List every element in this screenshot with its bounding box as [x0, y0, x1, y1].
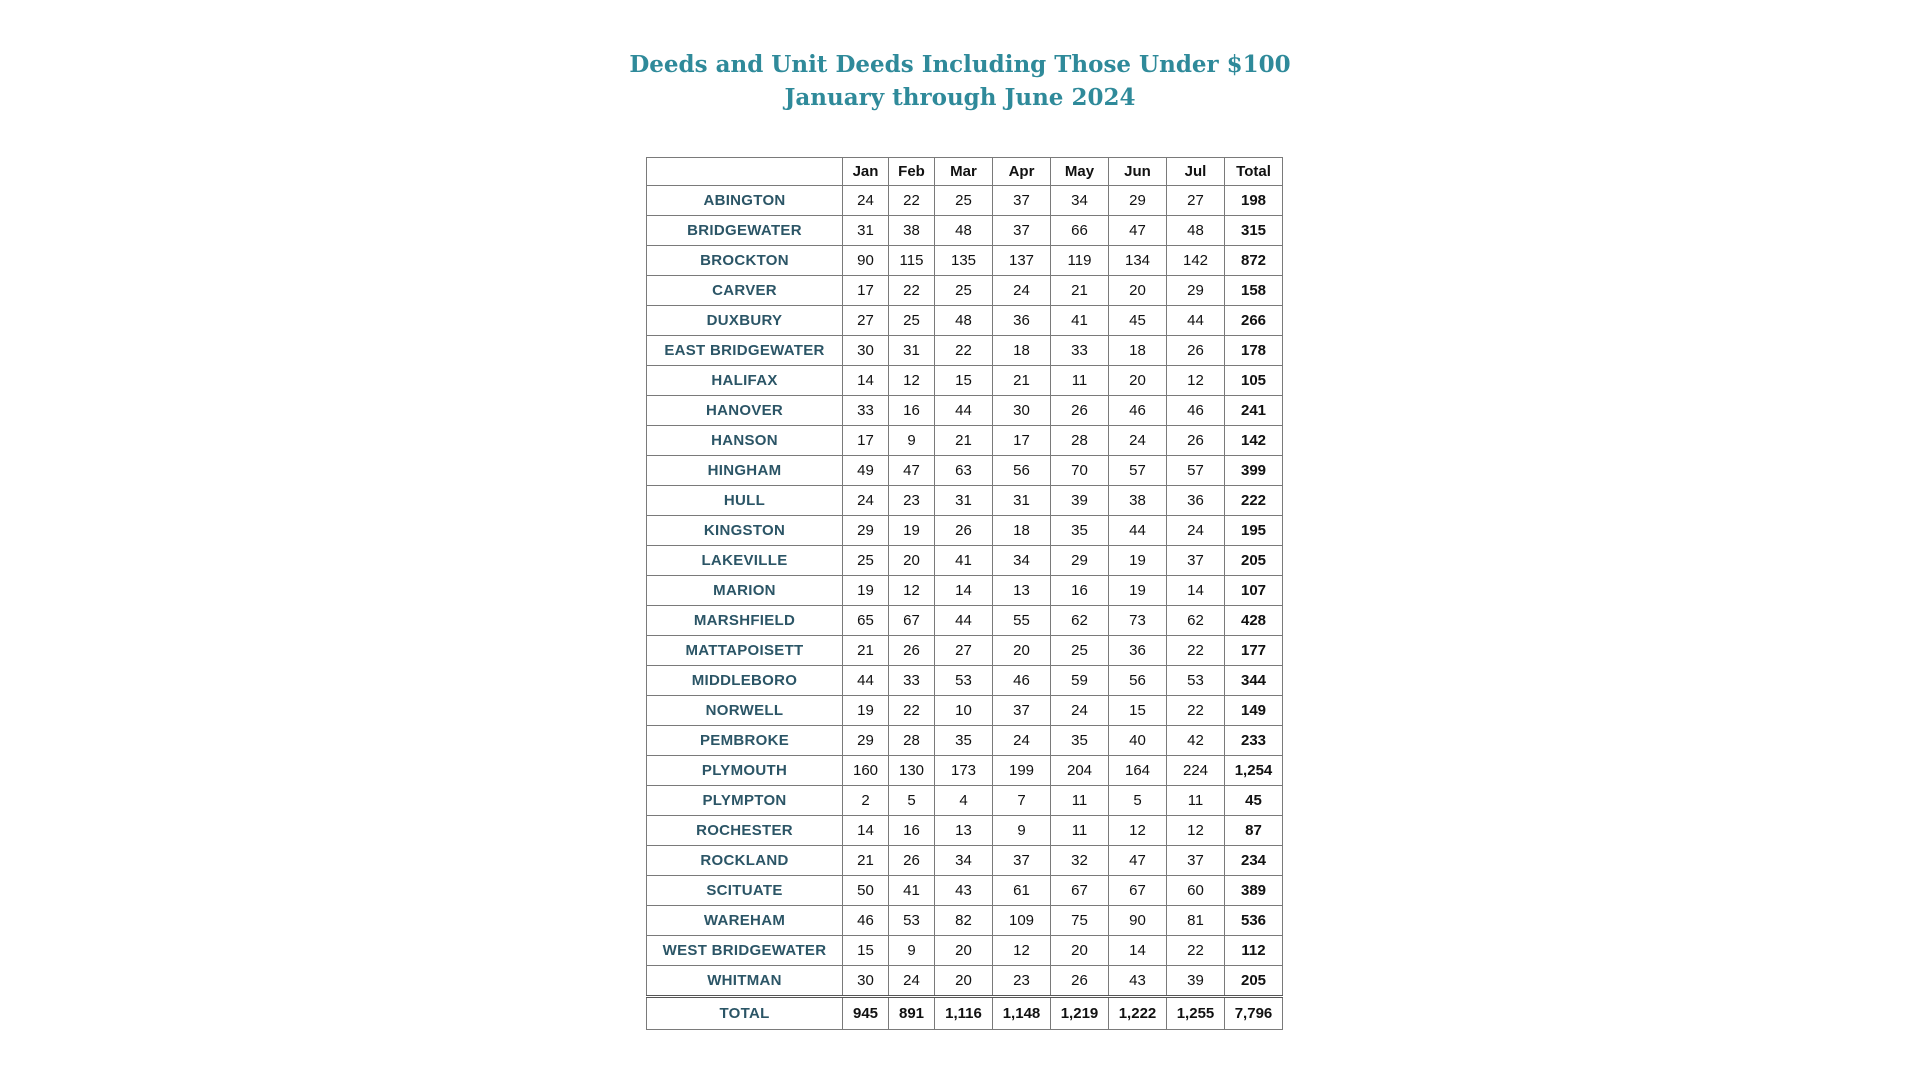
town-name-cell: WEST BRIDGEWATER: [647, 936, 843, 966]
month-value-cell: 59: [1051, 666, 1109, 696]
month-value-cell: 130: [889, 756, 935, 786]
month-value-cell: 27: [935, 636, 993, 666]
table-row: [647, 726, 1283, 756]
month-value-cell: 11: [1167, 786, 1225, 816]
month-value-cell: 60: [1167, 876, 1225, 906]
town-name-cell: EAST BRIDGEWATER: [647, 336, 843, 366]
title-line-2: January through June 2024: [784, 84, 1136, 111]
row-total-cell: 428: [1225, 606, 1283, 636]
table-row: [647, 186, 1283, 216]
month-value-cell: 160: [843, 756, 889, 786]
row-total-cell: 315: [1225, 216, 1283, 246]
town-name-cell: MARSHFIELD: [647, 606, 843, 636]
month-value-cell: 37: [1167, 546, 1225, 576]
month-value-cell: 21: [935, 426, 993, 456]
month-value-cell: 10: [935, 696, 993, 726]
month-value-cell: 20: [1051, 936, 1109, 966]
month-value-cell: 63: [935, 456, 993, 486]
table-row: [647, 216, 1283, 246]
month-value-cell: 137: [993, 246, 1051, 276]
table-row: [647, 366, 1283, 396]
month-value-cell: 5: [889, 786, 935, 816]
table-row: [647, 456, 1283, 486]
month-value-cell: 65: [843, 606, 889, 636]
month-value-cell: 50: [843, 876, 889, 906]
month-value-cell: 17: [843, 426, 889, 456]
town-name-cell: PEMBROKE: [647, 726, 843, 756]
month-value-cell: 9: [889, 936, 935, 966]
month-value-cell: 31: [935, 486, 993, 516]
month-value-cell: 9: [993, 816, 1051, 846]
month-value-cell: 26: [935, 516, 993, 546]
month-value-cell: 48: [935, 216, 993, 246]
table-row: [647, 696, 1283, 726]
month-value-cell: 173: [935, 756, 993, 786]
month-value-cell: 4: [935, 786, 993, 816]
table-row: [647, 246, 1283, 276]
month-value-cell: 30: [843, 966, 889, 997]
month-value-cell: 29: [1051, 546, 1109, 576]
town-name-cell: ABINGTON: [647, 186, 843, 216]
table-row: [647, 756, 1283, 786]
month-value-cell: 42: [1167, 726, 1225, 756]
table-row: [647, 666, 1283, 696]
month-value-cell: 204: [1051, 756, 1109, 786]
header-cell-may: May: [1051, 158, 1109, 186]
month-value-cell: 31: [993, 486, 1051, 516]
town-name-cell: HANSON: [647, 426, 843, 456]
month-value-cell: 19: [889, 516, 935, 546]
month-value-cell: 22: [889, 276, 935, 306]
month-value-cell: 20: [935, 936, 993, 966]
title-line-1: Deeds and Unit Deeds Including Those Under $100: [629, 51, 1291, 78]
month-value-cell: 24: [843, 186, 889, 216]
month-value-cell: 199: [993, 756, 1051, 786]
total-row: [647, 997, 1283, 1030]
month-value-cell: 41: [935, 546, 993, 576]
month-value-cell: 119: [1051, 246, 1109, 276]
month-value-cell: 28: [1051, 426, 1109, 456]
month-value-cell: 11: [1051, 786, 1109, 816]
month-value-cell: 5: [1109, 786, 1167, 816]
column-total-cell: 945: [843, 997, 889, 1030]
month-value-cell: 12: [889, 576, 935, 606]
month-value-cell: 47: [1109, 216, 1167, 246]
town-name-cell: WAREHAM: [647, 906, 843, 936]
row-total-cell: 389: [1225, 876, 1283, 906]
month-value-cell: 25: [935, 276, 993, 306]
month-value-cell: 26: [1167, 426, 1225, 456]
town-name-cell: ROCHESTER: [647, 816, 843, 846]
month-value-cell: 20: [993, 636, 1051, 666]
month-value-cell: 24: [889, 966, 935, 997]
month-value-cell: 81: [1167, 906, 1225, 936]
row-total-cell: 142: [1225, 426, 1283, 456]
month-value-cell: 34: [993, 546, 1051, 576]
town-name-cell: SCITUATE: [647, 876, 843, 906]
month-value-cell: 22: [935, 336, 993, 366]
table-header-row: [647, 158, 1283, 186]
row-total-cell: 158: [1225, 276, 1283, 306]
month-value-cell: 55: [993, 606, 1051, 636]
row-total-cell: 107: [1225, 576, 1283, 606]
month-value-cell: 20: [1109, 276, 1167, 306]
town-name-cell: MATTAPOISETT: [647, 636, 843, 666]
row-total-cell: 178: [1225, 336, 1283, 366]
month-value-cell: 37: [993, 186, 1051, 216]
month-value-cell: 22: [1167, 936, 1225, 966]
month-value-cell: 22: [889, 696, 935, 726]
town-name-cell: BRIDGEWATER: [647, 216, 843, 246]
document-title: [0, 48, 1920, 114]
month-value-cell: 19: [1109, 546, 1167, 576]
month-value-cell: 142: [1167, 246, 1225, 276]
month-value-cell: 25: [843, 546, 889, 576]
month-value-cell: 16: [889, 816, 935, 846]
town-name-cell: DUXBURY: [647, 306, 843, 336]
month-value-cell: 12: [1167, 816, 1225, 846]
total-label-cell: TOTAL: [647, 997, 843, 1030]
town-name-cell: ROCKLAND: [647, 846, 843, 876]
month-value-cell: 24: [1167, 516, 1225, 546]
month-value-cell: 44: [1167, 306, 1225, 336]
town-name-cell: PLYMOUTH: [647, 756, 843, 786]
month-value-cell: 29: [1167, 276, 1225, 306]
month-value-cell: 29: [1109, 186, 1167, 216]
month-value-cell: 36: [1109, 636, 1167, 666]
month-value-cell: 21: [843, 846, 889, 876]
month-value-cell: 44: [843, 666, 889, 696]
month-value-cell: 15: [935, 366, 993, 396]
month-value-cell: 56: [993, 456, 1051, 486]
table-row: [647, 876, 1283, 906]
month-value-cell: 70: [1051, 456, 1109, 486]
month-value-cell: 35: [935, 726, 993, 756]
month-value-cell: 16: [889, 396, 935, 426]
month-value-cell: 53: [935, 666, 993, 696]
month-value-cell: 11: [1051, 366, 1109, 396]
town-name-cell: BROCKTON: [647, 246, 843, 276]
month-value-cell: 90: [1109, 906, 1167, 936]
month-value-cell: 19: [843, 576, 889, 606]
row-total-cell: 105: [1225, 366, 1283, 396]
town-name-cell: CARVER: [647, 276, 843, 306]
month-value-cell: 36: [1167, 486, 1225, 516]
header-cell-total: Total: [1225, 158, 1283, 186]
town-name-cell: HALIFAX: [647, 366, 843, 396]
table-row: [647, 426, 1283, 456]
month-value-cell: 14: [1167, 576, 1225, 606]
month-value-cell: 19: [843, 696, 889, 726]
column-total-cell: 1,219: [1051, 997, 1109, 1030]
month-value-cell: 12: [889, 366, 935, 396]
month-value-cell: 82: [935, 906, 993, 936]
table-row: [647, 396, 1283, 426]
month-value-cell: 35: [1051, 516, 1109, 546]
month-value-cell: 24: [843, 486, 889, 516]
month-value-cell: 30: [993, 396, 1051, 426]
town-name-cell: KINGSTON: [647, 516, 843, 546]
month-value-cell: 48: [1167, 216, 1225, 246]
month-value-cell: 14: [935, 576, 993, 606]
row-total-cell: 149: [1225, 696, 1283, 726]
month-value-cell: 67: [889, 606, 935, 636]
table-row: [647, 276, 1283, 306]
month-value-cell: 23: [993, 966, 1051, 997]
month-value-cell: 34: [935, 846, 993, 876]
month-value-cell: 57: [1109, 456, 1167, 486]
month-value-cell: 24: [1051, 696, 1109, 726]
column-total-cell: 891: [889, 997, 935, 1030]
row-total-cell: 195: [1225, 516, 1283, 546]
month-value-cell: 44: [935, 606, 993, 636]
town-name-cell: MARION: [647, 576, 843, 606]
row-total-cell: 399: [1225, 456, 1283, 486]
table-row: [647, 516, 1283, 546]
town-name-cell: LAKEVILLE: [647, 546, 843, 576]
month-value-cell: 29: [843, 726, 889, 756]
row-total-cell: 872: [1225, 246, 1283, 276]
table-row: [647, 936, 1283, 966]
row-total-cell: 266: [1225, 306, 1283, 336]
header-cell-jan: Jan: [843, 158, 889, 186]
month-value-cell: 31: [889, 336, 935, 366]
month-value-cell: 73: [1109, 606, 1167, 636]
month-value-cell: 61: [993, 876, 1051, 906]
month-value-cell: 109: [993, 906, 1051, 936]
month-value-cell: 37: [993, 696, 1051, 726]
table-row: [647, 306, 1283, 336]
month-value-cell: 22: [889, 186, 935, 216]
table-row: [647, 636, 1283, 666]
month-value-cell: 14: [843, 366, 889, 396]
row-total-cell: 241: [1225, 396, 1283, 426]
month-value-cell: 2: [843, 786, 889, 816]
table-row: [647, 336, 1283, 366]
table-row: [647, 816, 1283, 846]
month-value-cell: 34: [1051, 186, 1109, 216]
month-value-cell: 46: [843, 906, 889, 936]
month-value-cell: 14: [843, 816, 889, 846]
month-value-cell: 25: [1051, 636, 1109, 666]
town-name-cell: HINGHAM: [647, 456, 843, 486]
month-value-cell: 21: [1051, 276, 1109, 306]
month-value-cell: 135: [935, 246, 993, 276]
month-value-cell: 45: [1109, 306, 1167, 336]
month-value-cell: 18: [1109, 336, 1167, 366]
month-value-cell: 25: [935, 186, 993, 216]
header-cell-jun: Jun: [1109, 158, 1167, 186]
month-value-cell: 12: [993, 936, 1051, 966]
month-value-cell: 33: [889, 666, 935, 696]
header-cell-town: [647, 158, 843, 186]
deeds-table-container: [646, 157, 1283, 1030]
month-value-cell: 29: [843, 516, 889, 546]
month-value-cell: 27: [1167, 186, 1225, 216]
header-cell-apr: Apr: [993, 158, 1051, 186]
month-value-cell: 12: [1167, 366, 1225, 396]
row-total-cell: 205: [1225, 966, 1283, 997]
month-value-cell: 224: [1167, 756, 1225, 786]
month-value-cell: 56: [1109, 666, 1167, 696]
month-value-cell: 67: [1051, 876, 1109, 906]
column-total-cell: 7,796: [1225, 997, 1283, 1030]
row-total-cell: 222: [1225, 486, 1283, 516]
month-value-cell: 40: [1109, 726, 1167, 756]
month-value-cell: 20: [1109, 366, 1167, 396]
month-value-cell: 46: [1167, 396, 1225, 426]
month-value-cell: 31: [843, 216, 889, 246]
month-value-cell: 11: [1051, 816, 1109, 846]
table-row: [647, 906, 1283, 936]
month-value-cell: 17: [993, 426, 1051, 456]
month-value-cell: 115: [889, 246, 935, 276]
header-cell-jul: Jul: [1167, 158, 1225, 186]
month-value-cell: 20: [935, 966, 993, 997]
month-value-cell: 23: [889, 486, 935, 516]
row-total-cell: 536: [1225, 906, 1283, 936]
table-row: [647, 966, 1283, 997]
month-value-cell: 66: [1051, 216, 1109, 246]
row-total-cell: 233: [1225, 726, 1283, 756]
month-value-cell: 26: [889, 636, 935, 666]
month-value-cell: 26: [889, 846, 935, 876]
month-value-cell: 24: [993, 276, 1051, 306]
month-value-cell: 30: [843, 336, 889, 366]
table-row: [647, 846, 1283, 876]
month-value-cell: 38: [889, 216, 935, 246]
month-value-cell: 33: [843, 396, 889, 426]
month-value-cell: 22: [1167, 636, 1225, 666]
month-value-cell: 48: [935, 306, 993, 336]
month-value-cell: 39: [1051, 486, 1109, 516]
month-value-cell: 32: [1051, 846, 1109, 876]
table-row: [647, 786, 1283, 816]
row-total-cell: 177: [1225, 636, 1283, 666]
column-total-cell: 1,255: [1167, 997, 1225, 1030]
row-total-cell: 1,254: [1225, 756, 1283, 786]
month-value-cell: 16: [1051, 576, 1109, 606]
column-total-cell: 1,222: [1109, 997, 1167, 1030]
month-value-cell: 43: [1109, 966, 1167, 997]
month-value-cell: 26: [1167, 336, 1225, 366]
town-name-cell: HULL: [647, 486, 843, 516]
table-row: [647, 546, 1283, 576]
month-value-cell: 24: [1109, 426, 1167, 456]
table-row: [647, 606, 1283, 636]
month-value-cell: 75: [1051, 906, 1109, 936]
month-value-cell: 22: [1167, 696, 1225, 726]
month-value-cell: 41: [1051, 306, 1109, 336]
month-value-cell: 62: [1167, 606, 1225, 636]
month-value-cell: 18: [993, 336, 1051, 366]
month-value-cell: 53: [889, 906, 935, 936]
header-cell-mar: Mar: [935, 158, 993, 186]
month-value-cell: 20: [889, 546, 935, 576]
month-value-cell: 13: [993, 576, 1051, 606]
month-value-cell: 57: [1167, 456, 1225, 486]
header-cell-feb: Feb: [889, 158, 935, 186]
month-value-cell: 134: [1109, 246, 1167, 276]
row-total-cell: 344: [1225, 666, 1283, 696]
month-value-cell: 53: [1167, 666, 1225, 696]
month-value-cell: 26: [1051, 966, 1109, 997]
month-value-cell: 41: [889, 876, 935, 906]
month-value-cell: 19: [1109, 576, 1167, 606]
month-value-cell: 21: [993, 366, 1051, 396]
month-value-cell: 49: [843, 456, 889, 486]
month-value-cell: 38: [1109, 486, 1167, 516]
month-value-cell: 37: [993, 216, 1051, 246]
month-value-cell: 7: [993, 786, 1051, 816]
month-value-cell: 90: [843, 246, 889, 276]
town-name-cell: PLYMPTON: [647, 786, 843, 816]
month-value-cell: 62: [1051, 606, 1109, 636]
month-value-cell: 9: [889, 426, 935, 456]
table-row: [647, 576, 1283, 606]
month-value-cell: 35: [1051, 726, 1109, 756]
month-value-cell: 46: [1109, 396, 1167, 426]
table-body: [647, 186, 1283, 1030]
table-row: [647, 486, 1283, 516]
town-name-cell: HANOVER: [647, 396, 843, 426]
month-value-cell: 43: [935, 876, 993, 906]
month-value-cell: 12: [1109, 816, 1167, 846]
month-value-cell: 17: [843, 276, 889, 306]
month-value-cell: 26: [1051, 396, 1109, 426]
month-value-cell: 36: [993, 306, 1051, 336]
row-total-cell: 198: [1225, 186, 1283, 216]
month-value-cell: 28: [889, 726, 935, 756]
month-value-cell: 13: [935, 816, 993, 846]
row-total-cell: 205: [1225, 546, 1283, 576]
month-value-cell: 44: [1109, 516, 1167, 546]
column-total-cell: 1,148: [993, 997, 1051, 1030]
month-value-cell: 15: [1109, 696, 1167, 726]
month-value-cell: 46: [993, 666, 1051, 696]
month-value-cell: 33: [1051, 336, 1109, 366]
month-value-cell: 67: [1109, 876, 1167, 906]
month-value-cell: 164: [1109, 756, 1167, 786]
month-value-cell: 14: [1109, 936, 1167, 966]
month-value-cell: 47: [1109, 846, 1167, 876]
row-total-cell: 112: [1225, 936, 1283, 966]
month-value-cell: 24: [993, 726, 1051, 756]
month-value-cell: 21: [843, 636, 889, 666]
month-value-cell: 47: [889, 456, 935, 486]
row-total-cell: 234: [1225, 846, 1283, 876]
row-total-cell: 87: [1225, 816, 1283, 846]
month-value-cell: 15: [843, 936, 889, 966]
month-value-cell: 25: [889, 306, 935, 336]
month-value-cell: 27: [843, 306, 889, 336]
month-value-cell: 44: [935, 396, 993, 426]
month-value-cell: 37: [993, 846, 1051, 876]
month-value-cell: 18: [993, 516, 1051, 546]
column-total-cell: 1,116: [935, 997, 993, 1030]
town-name-cell: NORWELL: [647, 696, 843, 726]
month-value-cell: 39: [1167, 966, 1225, 997]
row-total-cell: 45: [1225, 786, 1283, 816]
town-name-cell: MIDDLEBORO: [647, 666, 843, 696]
town-name-cell: WHITMAN: [647, 966, 843, 997]
month-value-cell: 37: [1167, 846, 1225, 876]
deeds-table: [646, 157, 1283, 1030]
